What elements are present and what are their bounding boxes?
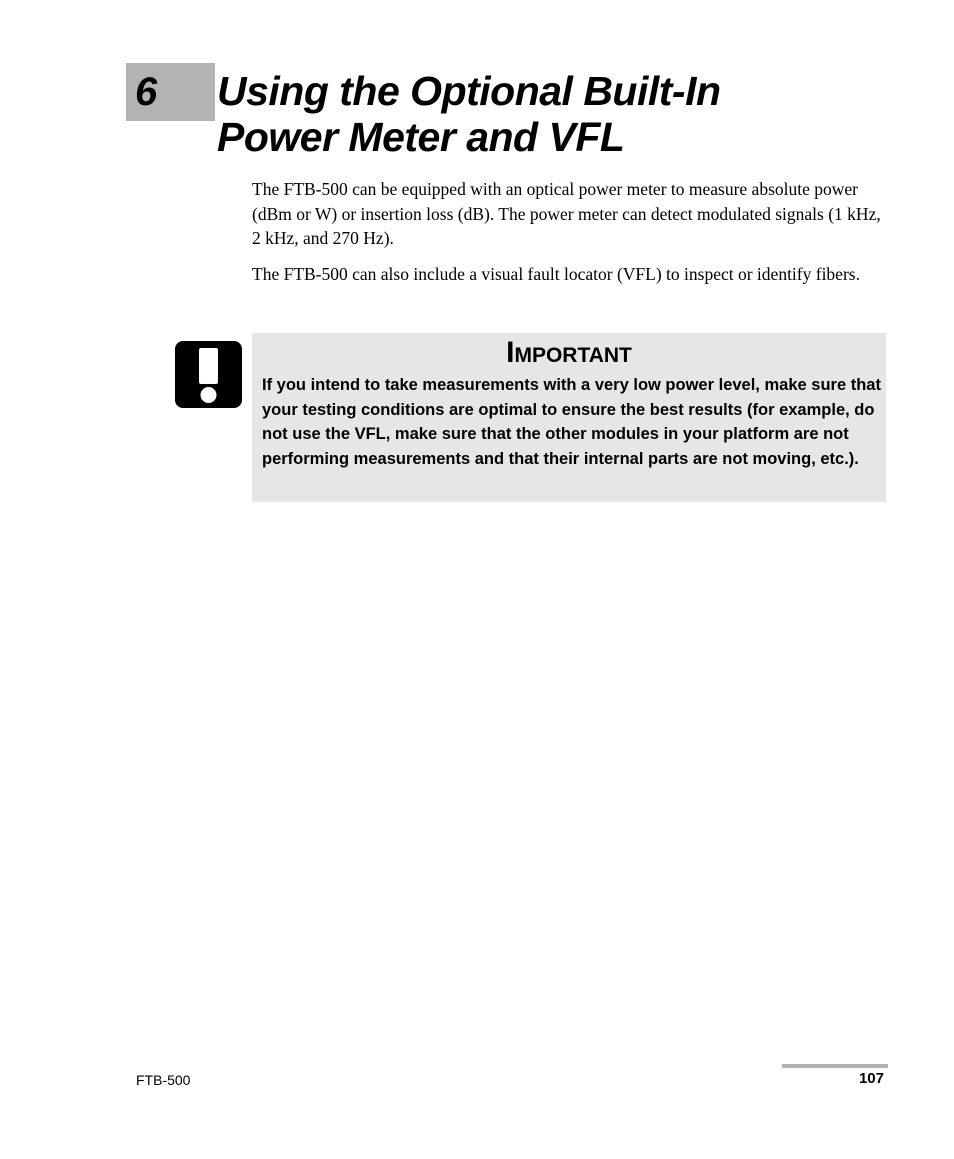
vfl-paragraph: The FTB-500 can also include a visual fault locator (VFL) to inspect or identify fibers.: [252, 264, 860, 284]
important-heading: Important: [506, 336, 632, 369]
footer-rule: [782, 1064, 888, 1068]
chapter-title: [217, 68, 917, 160]
exclamation-icon: [175, 341, 242, 408]
chapter-number: 6: [135, 70, 158, 114]
chapter-title-line-1: Using the Optional Built-In: [217, 68, 721, 114]
chapter-title-line-2: Power Meter and VFL: [217, 114, 625, 160]
important-notice: [252, 333, 886, 502]
page-number: 107: [858, 1070, 884, 1087]
important-text: If you intend to take measurements with a very low power level, make sure that your testing conditions are optimal to ensure the best results (for example, do not use the VFL, make sure that the other modules in your platform are not performing measurements and that their internal parts are not moving, etc.).: [262, 376, 881, 468]
intro-paragraph: The FTB-500 can be equipped with an optical power meter to measure absolute power (dBm or W) or insertion loss (dB). The power meter can detect modulated signals (1 kHz, 2 kHz, and 270 Hz).: [252, 179, 881, 248]
footer-product-name: FTB-500: [136, 1072, 191, 1088]
